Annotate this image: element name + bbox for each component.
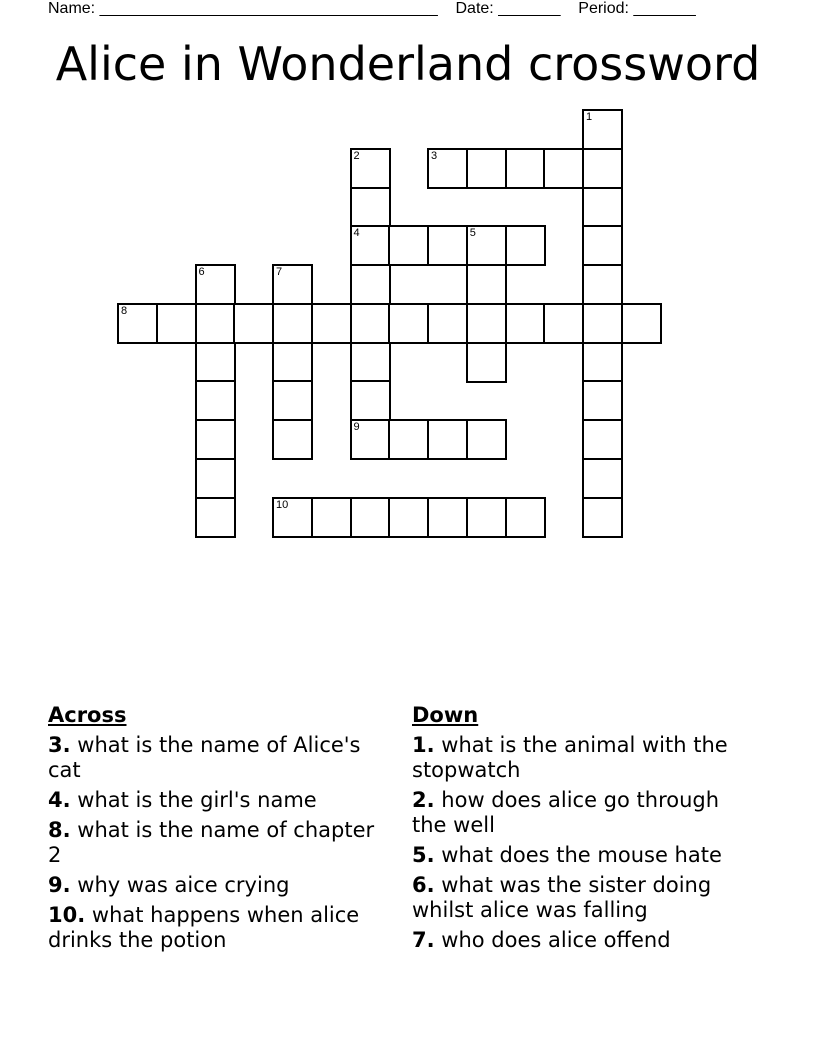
clue-text: what is the girl's name [77,788,317,812]
cell-number: 7 [276,266,283,278]
crossword-cell[interactable] [427,497,468,538]
crossword-cell[interactable] [350,264,391,305]
cell-number: 3 [431,149,438,162]
across-clues [48,703,388,958]
period-label: Period: [578,0,629,17]
crossword-cell[interactable] [311,303,352,344]
clue-across-10 [48,903,388,953]
crossword-cell[interactable] [582,497,623,538]
clue-down-5 [412,843,752,868]
clue-number: 9. [48,873,71,897]
crossword-cell[interactable] [350,187,391,228]
crossword-cell[interactable] [621,303,662,344]
clue-down-6 [412,873,752,923]
clue-down-7 [412,928,752,953]
crossword-cell[interactable] [272,380,313,421]
crossword-cell[interactable] [427,148,468,189]
clue-number: 10. [48,903,86,927]
crossword-cell[interactable] [195,380,236,421]
crossword-cell[interactable] [505,225,546,266]
clue-number: 4. [48,788,71,812]
clue-across-4 [48,788,388,813]
crossword-cell[interactable] [195,458,236,499]
clue-across-3 [48,733,388,783]
clue-text: why was aice crying [77,873,290,897]
cell-number: 8 [121,304,128,317]
clue-number: 2. [412,788,435,812]
crossword-cell[interactable] [156,303,197,344]
clue-across-8 [48,818,388,868]
name-blank: ______________________________________ [99,0,438,17]
cell-number: 9 [353,421,360,433]
page-title: Alice in Wonderland crossword [55,37,761,91]
crossword-cell[interactable] [350,148,391,189]
across-heading: Across [48,703,127,727]
cell-number: 5 [469,227,476,240]
crossword-cell[interactable] [466,303,507,344]
crossword-cell[interactable] [582,148,623,189]
crossword-cell[interactable] [466,225,507,266]
crossword-cell[interactable] [466,497,507,538]
clue-text: what happens when alice drinks the potion [48,903,360,952]
clue-number: 7. [412,928,435,952]
down-heading: Down [412,703,479,727]
clue-text: what is the animal with the stopwatch [412,733,728,782]
crossword-cell[interactable] [272,264,313,305]
crossword-cell[interactable] [582,187,623,228]
clue-text: what is the name of chapter 2 [48,818,375,867]
crossword-cell[interactable] [195,264,236,305]
crossword-cell[interactable] [582,342,623,383]
crossword-cell[interactable] [233,303,274,344]
crossword-cell[interactable] [311,497,352,538]
crossword-cell[interactable] [466,342,507,383]
crossword-cell[interactable] [582,225,623,266]
crossword-cell[interactable] [505,303,546,344]
clue-text: what was the sister doing whilst alice was falling [412,873,712,922]
crossword-cell[interactable] [582,303,623,344]
crossword-cell[interactable] [543,148,584,189]
clue-text: who does alice offend [441,928,671,952]
crossword-cell[interactable] [117,303,158,344]
crossword-cell[interactable] [427,303,468,344]
crossword-cell[interactable] [466,264,507,305]
cell-number: 1 [586,111,593,123]
clue-text: what is the name of Alice's cat [48,733,361,782]
crossword-cell[interactable] [350,380,391,421]
crossword-cell[interactable] [582,264,623,305]
cell-number: 6 [198,266,205,278]
crossword-cell[interactable] [272,497,313,538]
clue-text: how does alice go through the well [412,788,720,837]
crossword-cell[interactable] [582,380,623,421]
cell-number: 2 [353,149,360,162]
clue-text: what does the mouse hate [441,843,722,867]
crossword-cell[interactable] [466,419,507,460]
clue-number: 8. [48,818,71,842]
name-label: Name: [48,0,96,17]
date-blank: _______ [498,0,561,17]
crossword-cell[interactable] [505,148,546,189]
crossword-cell[interactable] [272,342,313,383]
crossword-cell[interactable] [466,148,507,189]
clue-number: 6. [412,873,435,897]
crossword-cell[interactable] [195,419,236,460]
crossword-cell[interactable] [350,342,391,383]
clue-down-1 [412,733,752,783]
date-label: Date: [455,0,494,17]
crossword-cell[interactable] [427,225,468,266]
crossword-cell[interactable] [272,419,313,460]
crossword-cell[interactable] [582,419,623,460]
down-clues [412,703,752,958]
crossword-cell[interactable] [195,497,236,538]
crossword-cell[interactable] [350,419,391,460]
crossword-cell[interactable] [388,419,429,460]
crossword-cell[interactable] [388,497,429,538]
clue-number: 5. [412,843,435,867]
crossword-cell[interactable] [195,342,236,383]
clue-across-9 [48,873,388,898]
crossword-cell[interactable] [272,303,313,344]
crossword-cell[interactable] [543,303,584,344]
crossword-cell[interactable] [350,225,391,266]
clue-number: 3. [48,733,71,757]
crossword-cell[interactable] [388,303,429,344]
crossword-cell[interactable] [388,225,429,266]
crossword-cell[interactable] [582,458,623,499]
crossword-cell[interactable] [582,109,623,150]
crossword-cell[interactable] [427,419,468,460]
period-blank: _______ [633,0,696,17]
crossword-cell[interactable] [350,303,391,344]
clue-down-2 [412,788,752,838]
crossword-cell[interactable] [350,497,391,538]
cell-number: 4 [353,227,360,240]
crossword-cell[interactable] [505,497,546,538]
cell-number: 10 [276,498,289,511]
crossword-cell[interactable] [195,303,236,344]
clue-number: 1. [412,733,435,757]
